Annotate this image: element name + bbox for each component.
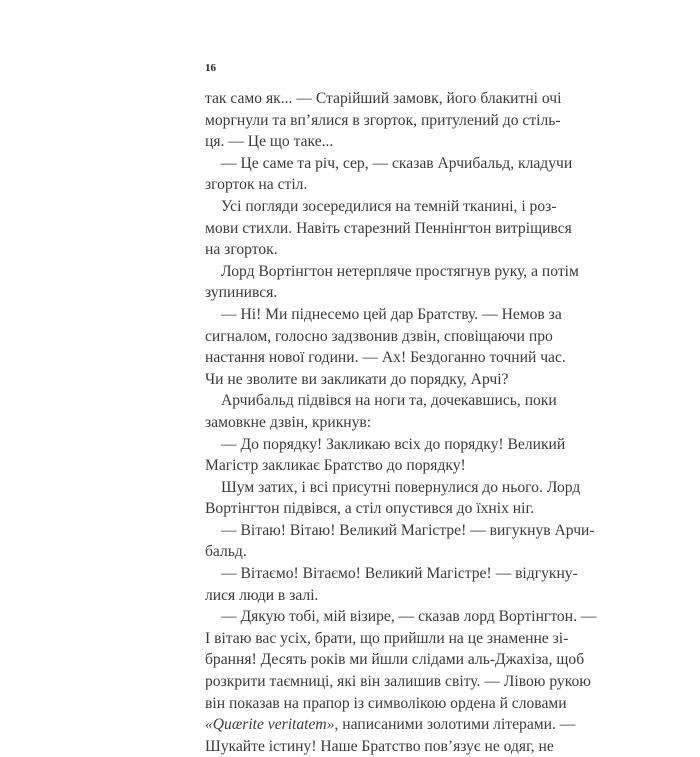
text-line: Лорд Вортінгтон нетерпляче простягнув руку, а потім — [221, 262, 579, 280]
text-line: він показав на прапор із символікою ордена й словами — [205, 694, 567, 712]
body-text — [205, 88, 597, 714]
text-line: настання нової години. — Ах! Бездоганно точний час. — [205, 349, 566, 367]
text-line: згорток на стіл. — [205, 176, 308, 194]
text-line: Вортінгтон підвівся, а стіл опустився до їхніх ніг. — [205, 500, 534, 518]
text-line: Усі погляди зосередилися на темній тканині, і роз- — [221, 197, 557, 215]
text-line: — Вітаємо! Вітаємо! Великий Магістре! — відгукну- — [221, 565, 578, 583]
text-line: на згорток. — [205, 241, 278, 259]
text-line: зупинився. — [205, 284, 278, 302]
book-page — [205, 62, 597, 757]
text-line: — Вітаю! Вітаю! Великий Магістре! — вигукнув Арчи- — [221, 521, 595, 539]
text-line: Чи не зволите ви закликати до порядку, Арчі? — [205, 370, 509, 388]
text-line: так само як... — Старійший замовк, його блакитні очі — [205, 90, 562, 107]
text-line: розкрити таємниці, які він залишив світу. — Лівою рукою — [205, 673, 591, 691]
text-line: — Ні! Ми піднесемо цей дар Братству. — Немов за — [221, 305, 562, 323]
text-line: сигналом, голосно задзвонив дзвін, сповіщаючи про — [205, 327, 553, 345]
body-text-tail — [205, 714, 576, 757]
text-line: — Дякую тобі, мій візире, — сказав лорд Вортінгтон. — — [221, 608, 597, 626]
latin-motto: «Quærite veritatem» — [205, 716, 335, 734]
text-line: мови стихли. Навіть старезний Пеннінгтон витріщився — [205, 219, 572, 237]
page-number: 16 — [205, 62, 216, 74]
text-line: моргнули та вп’ялися в згорток, притулений до стіль- — [205, 111, 561, 129]
text-line: Арчибальд підвівся на ноги та, дочекавшись, поки — [221, 392, 557, 410]
text-line: Шум затих, і всі присутні повернулися до нього. Лорд — [221, 478, 581, 496]
text-line: брання! Десять років ми йшли слідами аль-Джахіза, щоб — [205, 651, 585, 669]
text-line: — До порядку! Закликаю всіх до порядку! Великий — [221, 435, 566, 453]
text-line: Шукайте істину! Наше Братство пов’язує не одяг, не — [205, 737, 554, 755]
text-line: замовкне дзвін, крикнув: — [205, 413, 372, 431]
text-line: ця. — Це що таке... — [205, 133, 334, 151]
text-line: «Quærite veritatem», написаними золотими літерами. — — [205, 716, 576, 734]
text-line: І вітаю вас усіх, брати, що прийшли на це знаменне зі- — [205, 629, 569, 647]
text-line: лися люди в залі. — [205, 586, 319, 604]
text-line: бальд. — [205, 543, 247, 561]
text-line: — Це саме та річ, сер, — сказав Арчибальд, кладучи — [221, 154, 573, 172]
text-line: Магістр закликає Братство до порядку! — [205, 457, 466, 475]
